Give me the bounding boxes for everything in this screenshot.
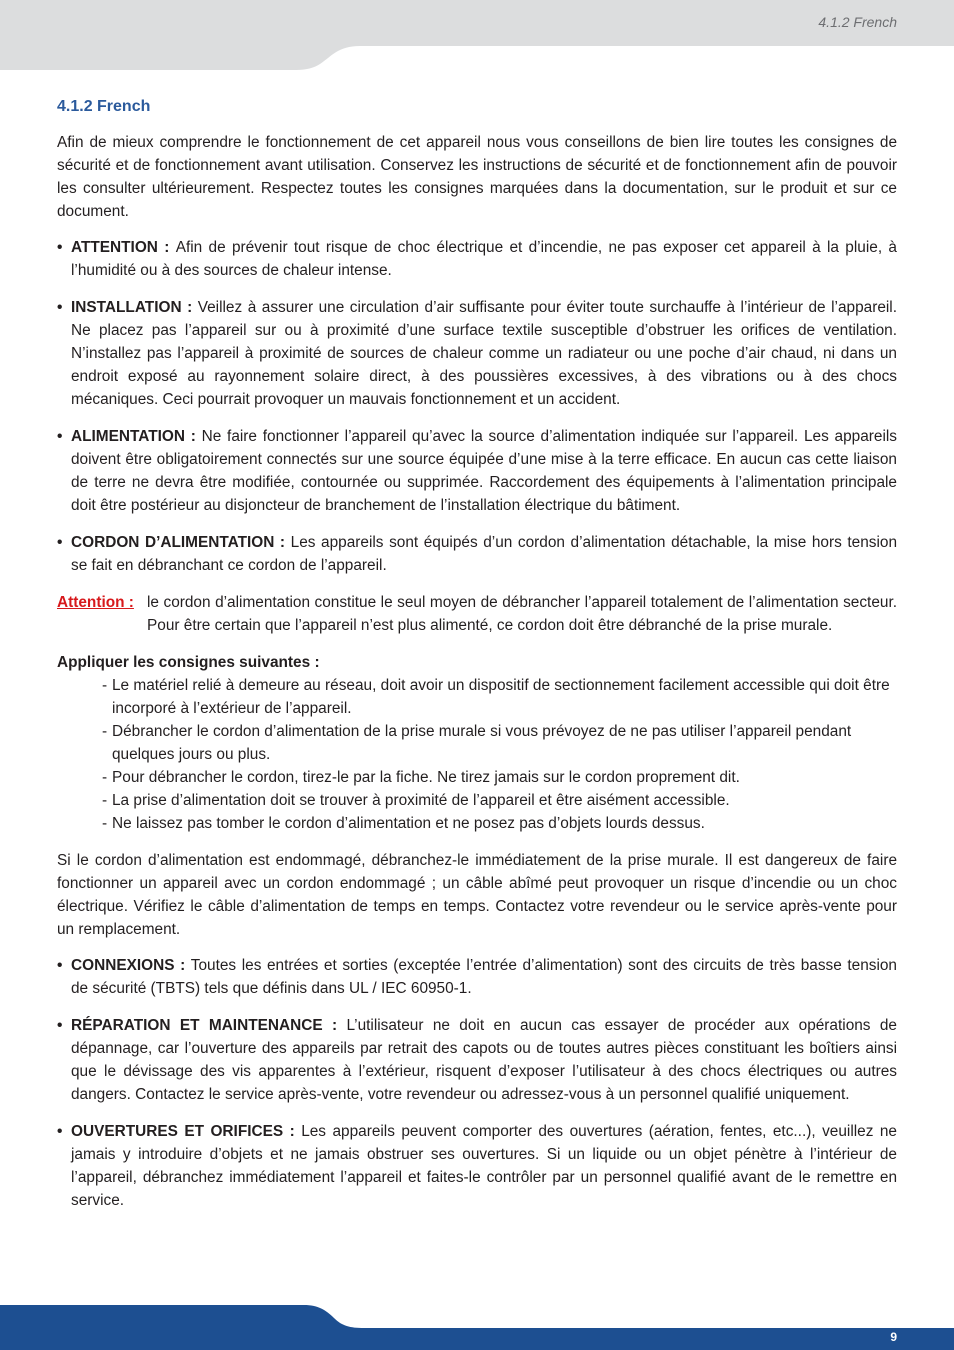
rule-text: Le matériel relié à demeure au réseau, doit avoir un dispositif de sectionnement facilement accessible qui doit être incorporé à l’extérieur de l’appareil. <box>112 677 890 717</box>
bullet-label: RÉPARATION ET MAINTENANCE : <box>71 1017 347 1034</box>
bullet-text: Toutes les entrées et sorties (exceptée l’entrée d’alimentation) sont des circuits de très basse tension de sécurité (TBTS) tels que définis dans UL / IEC 60950-1. <box>71 957 897 997</box>
rule-text: Débrancher le cordon d’alimentation de la prise murale si vous prévoyez de ne pas utiliser l’appareil pendant quelques jours ou plus. <box>112 723 852 763</box>
dash-marker: - <box>102 769 108 786</box>
bullet-attention <box>57 236 897 282</box>
rule-item <box>102 789 897 812</box>
bullet-marker: • <box>57 534 63 551</box>
bullet-label: CONNEXIONS : <box>71 957 191 974</box>
bullet-marker: • <box>57 957 63 974</box>
rule-item <box>102 766 897 789</box>
warning-note <box>57 591 897 637</box>
bullet-text: Les appareils sont équipés d’un cordon d’alimentation détachable, la mise hors tension se fait en débranchant ce cordon de l’appareil. <box>71 534 898 574</box>
bullet-marker: • <box>57 1017 63 1034</box>
bullet-text: Ne faire fonctionner l’appareil qu’avec la source d’alimentation indiquée sur l’appareil. Les appareils doivent être obligatoirement connectés sur une source équipée d’une mise à la terre efficace. En aucun cas cette liaison de terre ne devra être modifiée, contournée ou supprimée. Raccordement des équipements à l’alimentation principale doit être postérieur au disjoncteur de branchement de l’installation électrique du bâtiment. <box>71 428 897 514</box>
cord-damage-paragraph: Si le cordon d’alimentation est endommagé, débranchez-le immédiatement de la prise murale. Il est dangereux de faire fonctionner un appareil avec un cordon endommagé ; un câble abîmé peut provoquer un risque d’incendie ou un choc électrique. Vérifiez le câble d’alimentation de temps en temps. Contactez votre revendeur ou le service après-vente pour un remplacement. <box>57 852 897 938</box>
bullet-label: CORDON D’ALIMENTATION : <box>71 534 291 551</box>
bullet-text: Les appareils peuvent comporter des ouvertures (aération, fentes, etc...), veuillez ne jamais y introduire d’objets et ne jamais obstruer ses ouvertures. Si un liquide ou un objet pénètre à l’intérieur de l’appareil, débranchez immédiatement l’appareil et faites-le contrôler par un personnel qualifié avant de le remettre en service. <box>71 1123 897 1209</box>
bullet-text: Afin de prévenir tout risque de choc électrique et d’incendie, ne pas exposer cet appareil à la pluie, à l’humidité ou à des sources de chaleur intense. <box>71 239 897 279</box>
rule-text: Pour débrancher le cordon, tirez-le par la fiche. Ne tirez jamais sur le cordon proprement dit. <box>112 769 740 786</box>
bullet-text: L’utilisateur ne doit en aucun cas essayer de procéder aux opérations de dépannage, car l’ouverture des appareils par retrait des capots ou de toutes autres pièces constituant les boîtiers ainsi que le dévissage des vis apparentes à l’extérieur, risquent d’exposer l’utilisateur à des chocs électriques ou autres dangers. Contactez le service après-vente, votre revendeur ou adressez-vous à un personnel qualifié uniquement. <box>71 1017 897 1103</box>
header-band-shape <box>0 0 954 70</box>
bullet-connexions <box>57 954 897 1000</box>
dash-marker: - <box>102 815 108 832</box>
rule-item <box>102 674 897 720</box>
bullet-cordon <box>57 531 897 577</box>
running-header-title: 4.1.2 French <box>818 14 897 30</box>
bullet-label: INSTALLATION : <box>71 299 198 316</box>
bullet-text: Veillez à assurer une circulation d’air suffisante pour éviter toute surchauffe à l’intérieur de l’appareil. Ne placez pas l’appareil sur ou à proximité d’une surface textile susceptible d’obstruer les orifices de ventilation. N’installez pas l’appareil à proximité de sources de chaleur comme un radiateur ou une poche d’air chaud, ni dans un endroit exposé au rayonnement solaire direct, à des poussières excessives, à des vibrations ou à des chocs mécaniques. Ceci pourrait provoquer un mauvais fonctionnement et un accident. <box>71 299 897 408</box>
dash-marker: - <box>102 677 108 694</box>
rule-text: Ne laissez pas tomber le cordon d’alimentation et ne posez pas d’objets lourds dessus. <box>112 815 705 832</box>
bullet-label: ATTENTION : <box>71 239 176 256</box>
dash-marker: - <box>102 792 108 809</box>
section-heading: 4.1.2 French <box>57 98 151 115</box>
header-band <box>0 0 954 70</box>
rule-item <box>102 720 897 766</box>
warning-label: Attention : <box>57 594 134 611</box>
intro-paragraph: Afin de mieux comprendre le fonctionnement de cet appareil nous vous conseillons de bien lire toutes les consignes de sécurité et de fonctionnement avant utilisation. Conservez les instructions de sécurité et de fonctionnement afin de pouvoir les consulter ultérieurement. Respectez toutes les consignes marquées dans la documentation, sur le produit et sur ce document. <box>57 134 897 220</box>
rules-list <box>102 674 897 835</box>
bullet-marker: • <box>57 299 63 316</box>
rule-item <box>102 812 897 835</box>
bullet-reparation <box>57 1014 897 1106</box>
bullet-ouvertures <box>57 1120 897 1212</box>
rules-heading: Appliquer les consignes suivantes : <box>57 654 320 671</box>
bullet-label: ALIMENTATION : <box>71 428 202 445</box>
rule-text: La prise d’alimentation doit se trouver à proximité de l’appareil et être aisément accessible. <box>112 792 730 809</box>
document-body <box>57 96 897 1226</box>
footer-band-shape <box>0 1305 954 1350</box>
footer-band <box>0 1300 954 1350</box>
bullet-installation <box>57 296 897 411</box>
bullet-alimentation <box>57 425 897 517</box>
bullet-label: OUVERTURES ET ORIFICES : <box>71 1123 302 1140</box>
dash-marker: - <box>102 723 108 740</box>
page-number: 9 <box>890 1330 897 1344</box>
bullet-marker: • <box>57 239 63 256</box>
warning-text: le cordon d’alimentation constitue le seul moyen de débrancher l’appareil totalement de l’alimentation secteur. Pour être certain que l’appareil n’est plus alimenté, ce cordon doit être débranché de la prise murale. <box>147 594 897 634</box>
bullet-marker: • <box>57 428 63 445</box>
bullet-marker: • <box>57 1123 63 1140</box>
